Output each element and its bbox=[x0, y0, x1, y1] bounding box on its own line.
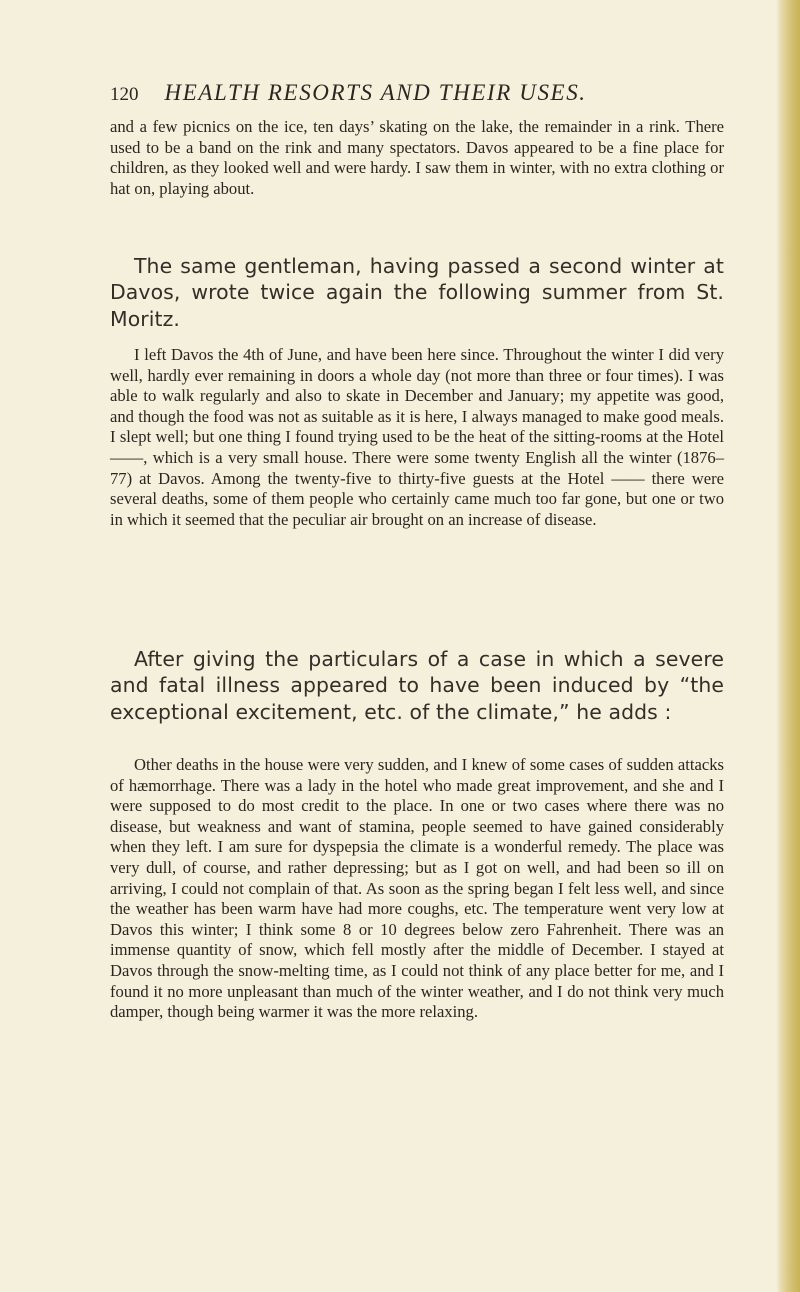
paragraph-text: I left Davos the 4th of June, and have been here since. Throughout the winter I did very well, hardly ever remaining in doors a whole day (not more than three or four times). I was able to walk regularly and also to skate in December and January; my appetite was good, and though the food was not as suitable as it is here, I always managed to make good meals. I slept well; but one thing I found trying used to be the heat of the sitting-rooms at the Hotel ——, which is a very small house. There were some twenty English all the winter (1876–77) at Davos. Among the twenty-five to thirty-five guests at the Hotel —— there were several deaths, some of them people who certainly came much too far gone, but one or two in which it seemed that the peculiar air brought on an increase of disease. bbox=[110, 345, 724, 529]
page-number: 120 bbox=[110, 84, 139, 105]
paragraph-fatal-case-intro bbox=[110, 646, 724, 725]
paragraph-second-winter-intro bbox=[110, 253, 724, 332]
page-edge-binding bbox=[782, 0, 800, 1292]
paragraph-letter-st-moritz bbox=[110, 345, 724, 530]
paragraph-continued-picnics bbox=[110, 117, 724, 199]
paragraph-text: The same gentleman, having passed a second winter at Davos, wrote twice again the following summer from St. Moritz. bbox=[110, 254, 724, 331]
running-head bbox=[110, 80, 710, 106]
paragraph-text: Other deaths in the house were very sudden, and I knew of some cases of sudden attacks of hæmorrhage. There was a lady in the hotel who made great improvement, and she and I were supposed to do most credit to the place. In one or two cases where there was no disease, but weakness and want of stamina, people seemed to have gained considerably when they left. I am sure for dyspepsia the climate is a wonderful remedy. The place was very dull, of course, and rather depressing; but as I got on well, and had been so ill on arriving, I could not complain of that. As soon as the spring began I felt less well, and since the weather has been warm have had more coughs, etc. The temperature went very low at Davos this winter; I think some 8 or 10 degrees below zero Fahrenheit. There was an immense quantity of snow, which fell mostly after the middle of December. I stayed at Davos through the snow-melting time, as I could not think of any place better for me, and I found it no more unpleasant than much of the winter weather, and I do not think very much damper, though being warmer it was the more relaxing. bbox=[110, 755, 724, 1022]
running-title: HEALTH RESORTS AND THEIR USES. bbox=[164, 80, 587, 105]
paragraph-text: After giving the particulars of a case in which a severe and fatal illness appeared to have been induced by “the exceptional excitement, etc. of the climate,” he adds : bbox=[110, 647, 724, 724]
paragraph-other-deaths bbox=[110, 755, 724, 1023]
paragraph-text: and a few picnics on the ice, ten days’ skating on the lake, the remainder in a rink. There used to be a band on the rink and many spectators. Davos appeared to be a fine place for children, as they looked well and were hardy. I saw them in winter, with no extra clothing or hat on, playing about. bbox=[110, 117, 724, 198]
